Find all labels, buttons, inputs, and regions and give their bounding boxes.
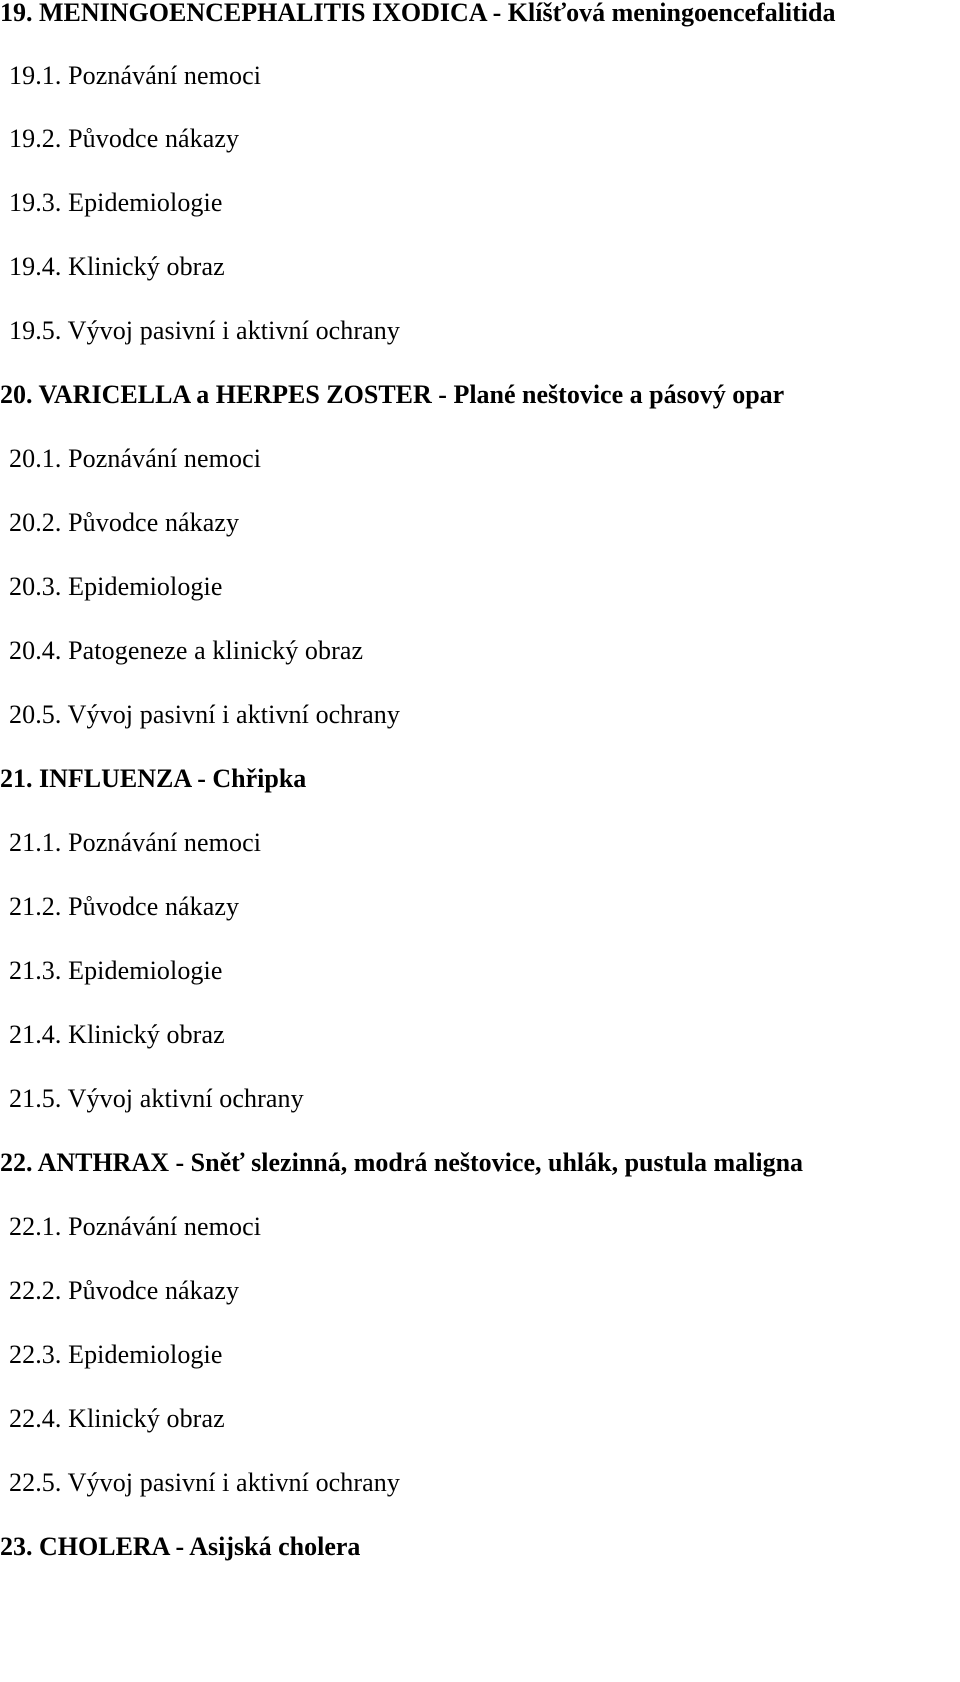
- toc-item: 19.1. Poznávání nemoci: [9, 61, 262, 90]
- toc-item: 21.4. Klinický obraz: [9, 1020, 225, 1049]
- toc-item: 22.4. Klinický obraz: [9, 1404, 225, 1433]
- toc-item: 19.2. Původce nákazy: [9, 124, 240, 153]
- toc-item: 22.2. Původce nákazy: [9, 1276, 240, 1305]
- section-heading: 19. MENINGOENCEPHALITIS IXODICA - Klíšťová meningoencefalitida: [0, 0, 836, 27]
- toc-item: 20.3. Epidemiologie: [9, 572, 223, 601]
- toc-item: 20.1. Poznávání nemoci: [9, 444, 262, 473]
- toc-item: 20.5. Vývoj pasivní i aktivní ochrany: [9, 700, 401, 729]
- toc-item: 19.3. Epidemiologie: [9, 188, 223, 217]
- toc-item: 20.2. Původce nákazy: [9, 508, 240, 537]
- toc-item: 19.4. Klinický obraz: [9, 252, 225, 281]
- section-heading: 21. INFLUENZA - Chřipka: [0, 764, 307, 793]
- toc-item: 22.5. Vývoj pasivní i aktivní ochrany: [9, 1468, 401, 1497]
- section-heading: 22. ANTHRAX - Sněť slezinná, modrá neštovice, uhlák, pustula maligna: [0, 1148, 804, 1177]
- toc-item: 21.1. Poznávání nemoci: [9, 828, 262, 857]
- section-heading: 23. CHOLERA - Asijská cholera: [0, 1532, 361, 1561]
- toc-item: 21.2. Původce nákazy: [9, 892, 240, 921]
- toc-item: 20.4. Patogeneze a klinický obraz: [9, 636, 364, 665]
- toc-item: 21.3. Epidemiologie: [9, 956, 223, 985]
- section-heading: 20. VARICELLA a HERPES ZOSTER - Plané neštovice a pásový opar: [0, 380, 785, 409]
- toc-item: 21.5. Vývoj aktivní ochrany: [9, 1084, 304, 1113]
- toc-item: 22.1. Poznávání nemoci: [9, 1212, 262, 1241]
- toc-item: 19.5. Vývoj pasivní i aktivní ochrany: [9, 316, 401, 345]
- toc-item: 22.3. Epidemiologie: [9, 1340, 223, 1369]
